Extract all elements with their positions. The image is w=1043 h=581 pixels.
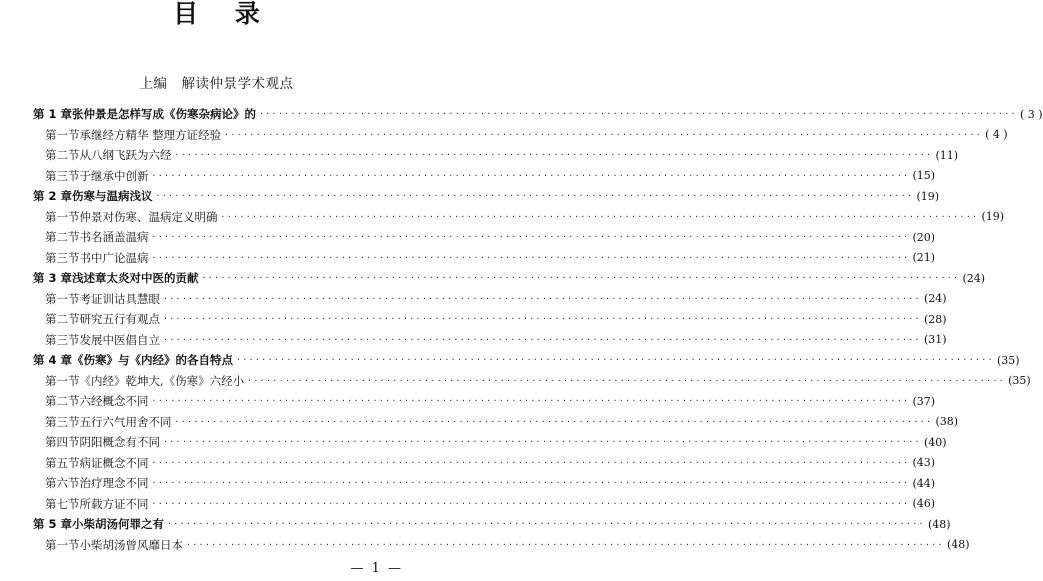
toc-chapter-row (0, 186, 940, 206)
chapter-number: 第 4 章 (33, 353, 73, 367)
dot-leader: ························································································································ (163, 293, 921, 303)
chapter-number: 第 5 章 (33, 517, 73, 531)
dot-leader: ························································································································ (151, 498, 910, 508)
section-number: 第二节 (45, 394, 80, 408)
page-reference: (24) (962, 271, 986, 285)
dot-leader: ························································································································ (201, 273, 960, 282)
page-reference: (48) (927, 517, 951, 531)
toc-section-row (0, 227, 936, 247)
section-number: 第一节 (45, 127, 80, 142)
section-number: 第三节 (45, 332, 80, 347)
chapter-number: 第 2 章 (33, 189, 73, 203)
section-number: 第一节 (45, 537, 80, 552)
page-reference: (44) (912, 476, 936, 490)
section-title: 小柴胡汤曾风靡日本 (79, 537, 183, 552)
chapter-title: 小柴胡汤何罪之有 (72, 517, 165, 531)
dot-leader: ························································································································ (163, 334, 921, 344)
page-reference: (11) (935, 148, 959, 162)
dot-leader: ························································································································ (155, 191, 914, 200)
section-title: 病证概念不同 (79, 455, 149, 470)
dot-leader: ························································································································ (247, 375, 1006, 385)
page-reference: (19) (981, 210, 1005, 223)
section-number: 第六节 (45, 476, 80, 490)
chapter-title: 《伤寒》与《内经》的各自特点 (72, 353, 234, 367)
section-number: 第七节 (45, 496, 80, 511)
section-number: 第四节 (45, 435, 80, 449)
section-title: 承继经方精华 整理方证经验 (79, 127, 222, 142)
chapter-title: 伤寒与温病浅议 (72, 189, 153, 203)
section-title: 书中广论温病 (79, 250, 149, 265)
page-reference: ( 3 ) (1019, 107, 1043, 121)
dot-leader: ························································································································ (174, 416, 933, 426)
page-reference: (35) (996, 353, 1020, 367)
dot-leader: ························································································································ (163, 314, 921, 323)
page-reference: (43) (912, 456, 936, 469)
toc-section-row (0, 330, 947, 350)
section-title: 于继承中创新 (79, 168, 149, 183)
page-reference: (40) (923, 435, 947, 449)
chapter-title: 浅述章太炎对中医的贡献 (72, 271, 199, 285)
dot-leader: ························································································································ (224, 129, 983, 139)
dot-leader: ························································································································ (259, 109, 1017, 118)
dot-leader: ························································································································ (151, 170, 910, 180)
toc-section-row (0, 391, 936, 411)
toc-section-row (0, 473, 936, 493)
section-title: 五行六气用舍不同 (79, 414, 172, 429)
toc-chapter-row (0, 514, 951, 534)
section-title: 六经概念不同 (79, 394, 149, 408)
section-title: 仲景对伤寒、温病定义明确 (79, 209, 218, 224)
page-reference: (28) (923, 312, 947, 326)
page-reference: (21) (912, 251, 936, 264)
toc-section-row (0, 453, 936, 473)
section-number: 第三节 (45, 250, 80, 265)
page-reference: (20) (912, 230, 936, 244)
section-title: 研究五行有观点 (79, 312, 160, 326)
section-number: 第一节 (45, 291, 80, 306)
dot-leader: ························································································································ (186, 539, 944, 549)
toc-chapter-row (0, 268, 986, 288)
chapter-number: 第 1 章 (33, 107, 73, 121)
part-name: 解读仲景学术观点 (181, 76, 294, 92)
dot-leader: ························································································································ (151, 478, 910, 487)
section-title: 从八纲飞跃为六经 (79, 148, 172, 162)
section-number: 第一节 (45, 209, 80, 224)
dot-leader: ························································································································ (151, 232, 910, 241)
page-reference: (15) (912, 169, 936, 182)
page-reference: ( 4 ) (985, 128, 1008, 141)
section-title: 书名涵盖温病 (79, 230, 149, 244)
section-number: 第二节 (45, 230, 80, 244)
dot-leader: ························································································································ (151, 457, 910, 467)
toc-section-row (0, 166, 936, 186)
toc-section-row (0, 125, 1008, 145)
page-reference: (24) (923, 292, 947, 305)
section-title: 阴阳概念有不同 (79, 435, 160, 449)
page-number: — 1 — (350, 561, 403, 576)
page-reference: (37) (912, 394, 936, 408)
part-label: 上编 (139, 76, 168, 92)
toc-section-row (0, 309, 947, 329)
section-number: 第三节 (45, 168, 80, 183)
page-reference: (19) (916, 189, 940, 203)
section-number: 第五节 (45, 455, 80, 470)
toc-section-row (0, 248, 936, 268)
part-heading (0, 74, 433, 94)
toc-section-row (0, 494, 936, 514)
section-title: 考证训诂具慧眼 (79, 291, 160, 306)
section-title: 发展中医倡自立 (79, 332, 160, 347)
chapter-title: 张仲景是怎样写成《伤寒杂病论》的 (72, 107, 257, 121)
toc-section-row (0, 207, 1005, 227)
page-title: 目 录 (173, 0, 274, 28)
page-reference: (31) (923, 333, 947, 346)
section-number: 第二节 (45, 312, 80, 326)
toc-section-row (0, 371, 1031, 391)
dot-leader: ························································································································ (236, 355, 994, 364)
toc-section-row (0, 535, 970, 555)
page-reference: (38) (935, 415, 959, 428)
dot-leader: ························································································································ (174, 150, 933, 159)
section-title: 所载方证不同 (79, 496, 149, 511)
toc-chapter-row (0, 104, 1043, 124)
toc-section-row (0, 289, 947, 309)
section-title: 《内经》乾坤大,《伤寒》六经小 (79, 373, 245, 388)
dot-leader: ························································································································ (151, 396, 910, 405)
toc-section-row (0, 432, 947, 452)
section-number: 第三节 (45, 414, 80, 429)
section-title: 治疗理念不同 (79, 476, 149, 490)
section-number: 第一节 (45, 373, 80, 388)
dot-leader: ························································································································ (167, 519, 925, 528)
page-reference: (48) (946, 538, 970, 551)
toc-chapter-row (0, 350, 1020, 370)
page-reference: (35) (1008, 374, 1031, 387)
page-reference: (46) (912, 497, 936, 510)
dot-leader: ························································································································ (163, 437, 921, 446)
toc-section-row (0, 412, 959, 432)
chapter-number: 第 3 章 (33, 271, 73, 285)
dot-leader: ························································································································ (151, 252, 910, 262)
toc-section-row (0, 145, 959, 165)
section-number: 第二节 (45, 148, 80, 162)
dot-leader: ························································································································ (220, 211, 979, 221)
